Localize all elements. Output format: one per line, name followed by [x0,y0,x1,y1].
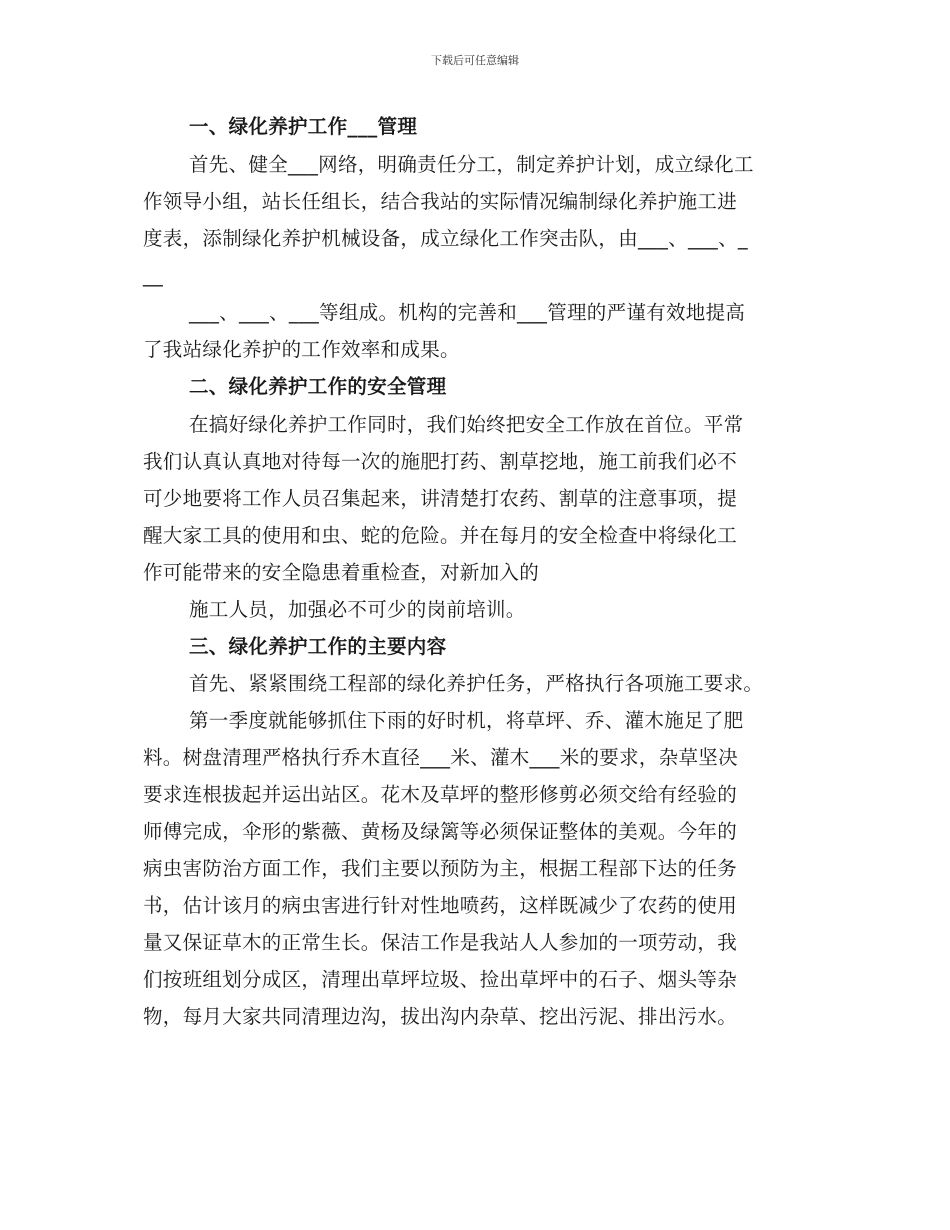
paragraph-line: 作可能带来的安全隐患着重检查，对新加入的 [143,561,540,584]
paragraph-line: ___、___、___等组成。机构的完善和___管理的严谨有效地提高 [189,301,746,324]
paragraph-line: 量又保证草木的正常生长。保洁工作是我站人人参加的一项劳动，我 [143,931,738,954]
paragraph-line: 施工人员，加强必不可少的岗前培训。 [189,598,526,621]
paragraph-line: 们按班组划分成区，清理出草坪垃圾、捡出草坪中的石子、烟头等杂 [143,968,738,991]
paragraph-line: 师傅完成，伞形的紫薇、黄杨及绿篱等必须保证整体的美观。今年的 [143,820,738,843]
paragraph-line: 醒大家工具的使用和虫、蛇的危险。并在每月的安全检查中将绿化工 [143,524,738,547]
paragraph-line: 首先、紧紧围绕工程部的绿化养护任务，严格执行各项施工要求。 [189,672,764,695]
paragraph-line: 在搞好绿化养护工作同时，我们始终把安全工作放在首位。平常 [189,413,744,436]
paragraph-line: 首先、健全___网络，明确责任分工，制定养护计划，成立绿化工 [189,153,754,176]
page-header: 下载后可任意编辑 [431,54,519,67]
paragraph-line: 要求连根拔起并运出站区。花木及草坪的整形修剪必须交给有经验的 [143,783,738,806]
paragraph-line: 物，每月大家共同清理边沟，拔出沟内杂草、挖出污泥、排出污水。 [143,1005,738,1028]
paragraph-line: 料。树盘清理严格执行乔木直径___米、灌木___米的要求，杂草坚决 [143,746,738,769]
paragraph-line: 我们认真认真地对待每一次的施肥打药、割草挖地，施工前我们必不 [143,450,738,473]
heading-1: 一、绿化养护工作___管理 [189,115,418,138]
paragraph-line: 了我站绿化养护的工作效率和成果。 [143,338,460,361]
paragraph-line: 病虫害防治方面工作，我们主要以预防为主，根据工程部下达的任务 [143,857,738,880]
paragraph-line: __ [143,264,164,287]
paragraph-line: 作领导小组，站长任组长，结合我站的实际情况编制绿化养护施工进 [143,190,738,213]
heading-3: 三、绿化养护工作的主要内容 [189,635,447,658]
paragraph-line: 可少地要将工作人员召集起来，讲清楚打农药、割草的注意事项，提 [143,487,738,510]
paragraph-line: 度表，添制绿化养护机械设备，成立绿化工作突击队，由___、___、_ [143,227,748,250]
paragraph-line: 书，估计该月的病虫害进行针对性地喷药，这样既减少了农药的使用 [143,894,738,917]
heading-2: 二、绿化养护工作的安全管理 [189,375,447,398]
paragraph-line: 第一季度就能够抓住下雨的好时机，将草坪、乔、灌木施足了肥 [189,709,744,732]
